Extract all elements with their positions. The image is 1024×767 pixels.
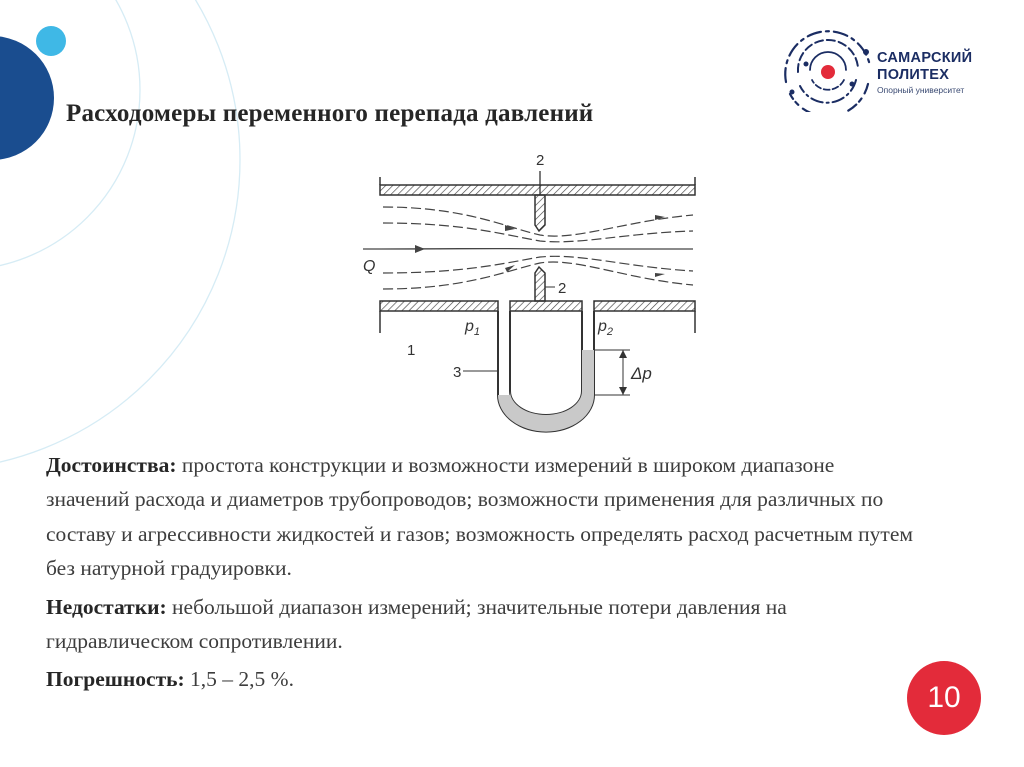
pipe-top-wall (380, 185, 695, 195)
label-p2-sub: 2 (606, 326, 614, 338)
label-p1-main: p (465, 318, 474, 335)
logo-line-2: ПОЛИТЕХ (877, 66, 950, 83)
error-label: Погрешность: (46, 667, 185, 692)
label-p1-sub: 1 (473, 326, 481, 338)
logo-text (877, 51, 972, 95)
pipe-bottom-wall-right (594, 301, 695, 311)
label-p2 (597, 318, 613, 338)
u-tube-inner (510, 311, 582, 415)
error-text: 1,5 – 2,5 %. (184, 667, 294, 692)
orifice-plate-bottom (535, 267, 545, 301)
label-2-top: 2 (536, 152, 545, 169)
advantages-label: Достоинства: (46, 453, 177, 477)
pipe-bottom-wall-left (380, 301, 498, 311)
label-3: 3 (453, 364, 462, 381)
logo-line-1: САМАРСКИЙ (877, 50, 973, 66)
content-text (46, 448, 916, 701)
advantages-text: простота конструкции и возможности измерений в широком диапазоне значений расхода и диаметров трубопроводов; возможности применения для различных по составу и агрессивности жидкостей и газов; возможность определять расход расчетным путем без натурной градуировки. (46, 453, 913, 581)
decor-light-dot (36, 26, 66, 56)
slide-title: Расходомеры переменного перепада давлений (66, 100, 594, 127)
flow-arrowhead (415, 245, 425, 253)
label-p2-main: p (598, 318, 607, 335)
advantages-paragraph (46, 448, 916, 586)
label-2-bottom: 2 (558, 280, 567, 297)
orifice-flowmeter-diagram (355, 145, 705, 445)
disadvantages-label: Недостатки: (46, 594, 167, 619)
logo-subtitle: Опорный университет (877, 85, 965, 95)
manometer-liquid (498, 350, 594, 432)
page-number-badge: 10 (907, 661, 981, 735)
orifice-plate-top (535, 195, 545, 231)
label-flow-q: Q (363, 258, 376, 275)
flow-arrowhead (655, 273, 665, 277)
disadvantages-text: небольшой диапазон измерений; значительные потери давления на гидравлическом сопротивлении. (46, 594, 787, 653)
label-1: 1 (407, 342, 416, 359)
error-paragraph (46, 662, 916, 696)
label-p1 (464, 318, 480, 338)
disadvantages-paragraph (46, 590, 916, 659)
label-delta-p: Δp (631, 364, 652, 383)
pipe-bottom-wall-middle (510, 301, 582, 311)
